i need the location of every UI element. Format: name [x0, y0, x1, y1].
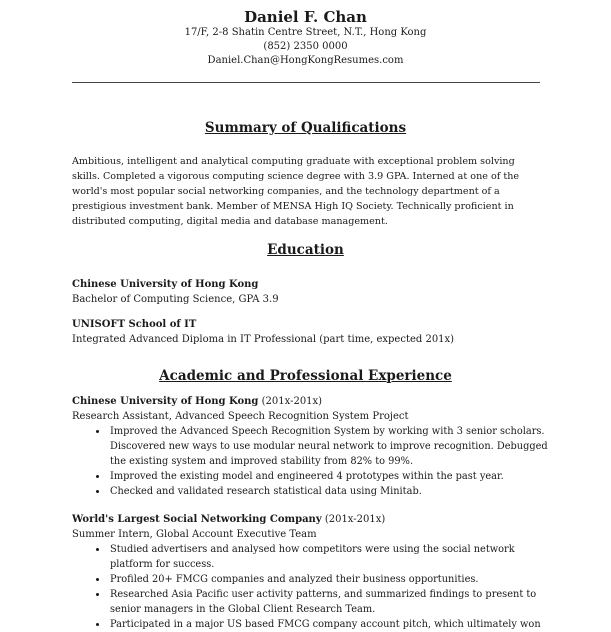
address: 17/F, 2-8 Shatin Centre Street, N.T., Hong Kong — [184, 27, 427, 38]
school-name: UNISOFT School of IT — [72, 319, 197, 330]
job-bullets — [90, 424, 553, 499]
email: Daniel.Chan@HongKongResumes.com — [207, 55, 404, 66]
bullet-item: • Improved the Advanced Speech Recognition System by working with 3 senior scholars. Discovered new ways to use modular neural network to improve recognition. Debugged the existing system and improved stability from 82% to 99%. — [108, 424, 553, 469]
summary-heading: Summary of Qualifications — [204, 120, 407, 136]
header-divider — [72, 82, 540, 83]
job-bullets — [90, 542, 553, 632]
resume-header — [0, 0, 611, 68]
bullet-item: • Participated in a major US based FMCG company account pitch, which ultimately won — [108, 617, 553, 632]
bullet-item: • Studied advertisers and analysed how competitors were using the social network platform for success. — [108, 542, 553, 572]
education-item — [72, 317, 542, 347]
bullet-item: • Checked and validated research statistical data using Minitab. — [108, 484, 553, 499]
candidate-name: Daniel F. Chan — [244, 8, 367, 26]
job-entry — [72, 512, 542, 542]
job-dates: (201x-201x) — [261, 396, 323, 407]
school-detail: Bachelor of Computing Science, GPA 3.9 — [72, 294, 279, 305]
job-entry — [72, 394, 542, 424]
education-item — [72, 277, 542, 307]
phone: (852) 2350 0000 — [263, 41, 348, 52]
education-heading: Education — [267, 242, 344, 258]
job-org: Chinese University of Hong Kong — [72, 396, 259, 407]
job-org: World's Largest Social Networking Company — [72, 514, 322, 525]
school-detail: Integrated Advanced Diploma in IT Professional (part time, expected 201x) — [72, 334, 455, 345]
bullet-item: • Researched Asia Pacific user activity patterns, and summarized findings to present to senior managers in the Global Client Research Team. — [108, 587, 553, 617]
summary-text: Ambitious, intelligent and analytical computing graduate with exceptional problem solving skills. Completed a vigorous computing science degree with 3.9 GPA. Interned at one of the world's most popular social networking companies, and the technology department of a prestigious investment bank. Member of MENSA High IQ Society. Technically proficient in distributed computing, digital media and database management. — [72, 156, 520, 227]
job-dates: (201x-201x) — [324, 514, 386, 525]
job-role: Summer Intern, Global Account Executive Team — [72, 529, 317, 540]
experience-heading: Academic and Professional Experience — [159, 368, 452, 384]
bullet-item: • Profiled 20+ FMCG companies and analyzed their business opportunities. — [108, 572, 553, 587]
job-role: Research Assistant, Advanced Speech Recognition System Project — [72, 411, 409, 422]
bullet-item: • Improved the existing model and engineered 4 prototypes within the past year. — [108, 469, 553, 484]
school-name: Chinese University of Hong Kong — [72, 279, 259, 290]
